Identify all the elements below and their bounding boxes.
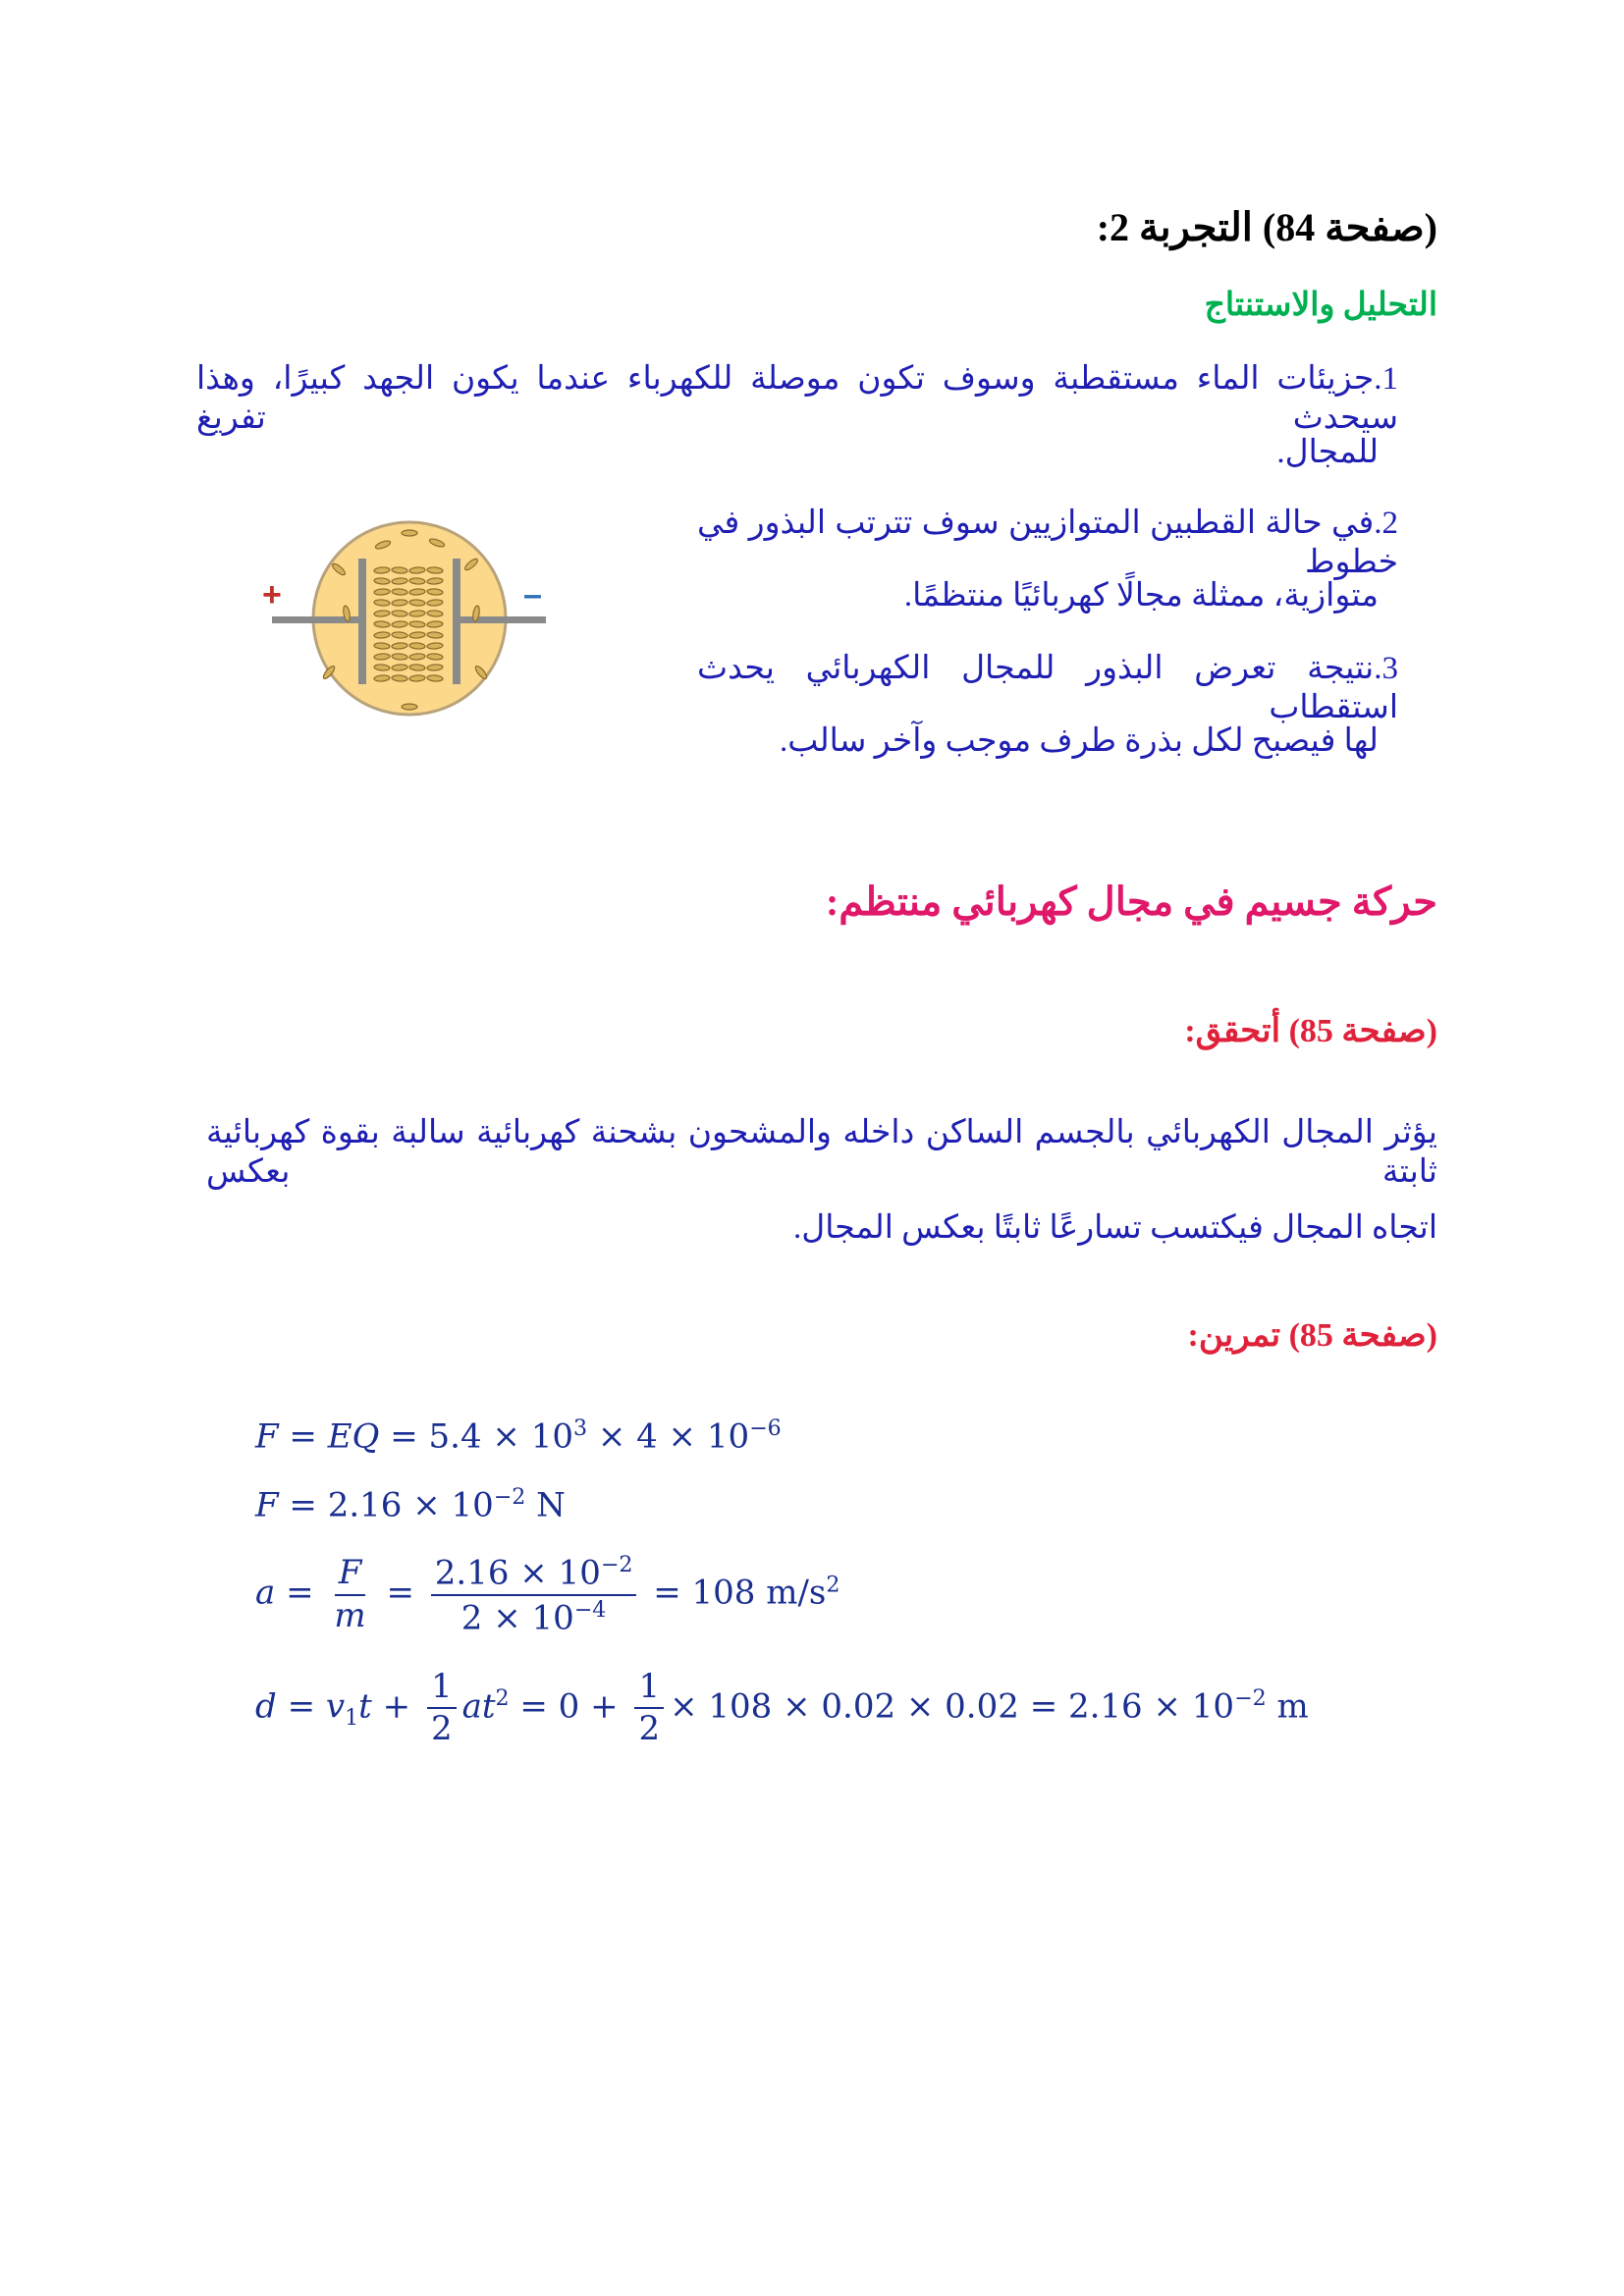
seed bbox=[392, 664, 407, 670]
seed bbox=[427, 599, 443, 606]
plate-right bbox=[453, 559, 460, 684]
list-item-1-cont: للمجال. bbox=[1276, 435, 1379, 470]
list-item-2 bbox=[697, 503, 1398, 581]
item-number: 1. bbox=[1374, 361, 1398, 397]
item-number: 2. bbox=[1374, 506, 1398, 541]
seed bbox=[427, 620, 443, 627]
equation-displacement: $d = v_1t$ + $\frac{1}{2}$ $at^2 = 0$ + $\frac{1}{2}$ × $108 \times 0.02 \times 0.02 = 2.16 \times 10^{-2}$ m bbox=[255, 1667, 1309, 1749]
seed bbox=[427, 610, 443, 616]
seed bbox=[427, 653, 443, 660]
seed bbox=[409, 664, 425, 670]
plate-left bbox=[358, 559, 366, 684]
seed bbox=[427, 674, 443, 681]
list-item-1 bbox=[196, 358, 1398, 437]
list-item-2-cont: متوازية، ممثلة مجالًا كهربائيًا منتظمًا. bbox=[903, 578, 1379, 614]
seed bbox=[374, 577, 390, 584]
section-title: حركة جسيم في مجال كهربائي منتظم: bbox=[825, 880, 1437, 924]
seed bbox=[402, 704, 417, 710]
seed bbox=[392, 620, 407, 627]
plus-label: + bbox=[262, 576, 282, 614]
item-text: نتيجة تعرض البذور للمجال الكهربائي يحدث استقطاب bbox=[697, 651, 1398, 725]
seed bbox=[392, 588, 407, 595]
seed bbox=[409, 653, 425, 660]
seed bbox=[409, 566, 425, 573]
seed bbox=[402, 530, 417, 536]
seed bbox=[427, 588, 443, 595]
seed bbox=[409, 599, 425, 606]
seed bbox=[392, 642, 407, 649]
item-text: في حالة القطبين المتوازيين سوف تترتب البذور في خطوط bbox=[697, 506, 1398, 580]
analysis-title: التحليل والاستنتاج bbox=[1204, 288, 1437, 323]
seed bbox=[409, 588, 425, 595]
seed bbox=[374, 631, 390, 638]
equation-acceleration: a = $\frac{F}{m}$ = $\frac{2.16 \times 10^{-2}}{2 \times 10^{-4}}$ = 108 $m/s^2$ bbox=[255, 1552, 840, 1638]
seed bbox=[374, 610, 390, 616]
seed bbox=[374, 664, 390, 670]
equation-force: F = EQ = $5.4 \times 10^3 \times 4 \times 10^{-6}$ bbox=[255, 1415, 782, 1457]
seed-field-diagram bbox=[260, 515, 555, 721]
exercise-heading: (صفحة 85) تمرين: bbox=[1187, 1317, 1437, 1354]
seed bbox=[427, 664, 443, 670]
item-text: جزيئات الماء مستقطبة وسوف تكون موصلة للكهرباء عندما يكون الجهد كبيرًا، وهذا سيحدث تفريغ bbox=[196, 361, 1398, 436]
seed bbox=[409, 610, 425, 616]
seed bbox=[409, 620, 425, 627]
seed bbox=[392, 631, 407, 638]
list-item-3-cont: لها فيصبح لكل بذرة طرف موجب وآخر سالب. bbox=[779, 723, 1379, 759]
seed bbox=[374, 642, 390, 649]
seed bbox=[427, 631, 443, 638]
seed bbox=[409, 642, 425, 649]
seed bbox=[409, 674, 425, 681]
seed bbox=[392, 566, 407, 573]
check-paragraph-line2: اتجاه المجال فيكتسب تسارعًا ثابتًا بعكس المجال. bbox=[793, 1210, 1437, 1246]
minus-label: – bbox=[523, 576, 542, 614]
seed bbox=[374, 599, 390, 606]
seed bbox=[374, 653, 390, 660]
seed bbox=[409, 631, 425, 638]
seed bbox=[427, 577, 443, 584]
seed bbox=[374, 620, 390, 627]
seed bbox=[374, 674, 390, 681]
list-item-3 bbox=[697, 648, 1398, 726]
seed bbox=[392, 674, 407, 681]
seed bbox=[392, 653, 407, 660]
heading-experiment-2: (صفحة 84) التجربة 2: bbox=[1096, 205, 1437, 249]
check-paragraph-line1: يؤثر المجال الكهربائي بالجسم الساكن داخله والمشحون بشحنة كهربائية سالبة بقوة كهربائية ثابتة بعكس bbox=[206, 1115, 1437, 1190]
seed bbox=[392, 610, 407, 616]
check-heading: (صفحة 85) أتحقق: bbox=[1184, 1013, 1437, 1049]
seed bbox=[392, 577, 407, 584]
seed bbox=[409, 577, 425, 584]
seed bbox=[374, 566, 390, 573]
seed bbox=[374, 588, 390, 595]
seed bbox=[427, 642, 443, 649]
seed bbox=[427, 566, 443, 573]
item-number: 3. bbox=[1374, 651, 1398, 686]
equation-force-result: $F = 2.16 \times 10^{-2}$ N bbox=[255, 1484, 566, 1525]
seed bbox=[392, 599, 407, 606]
